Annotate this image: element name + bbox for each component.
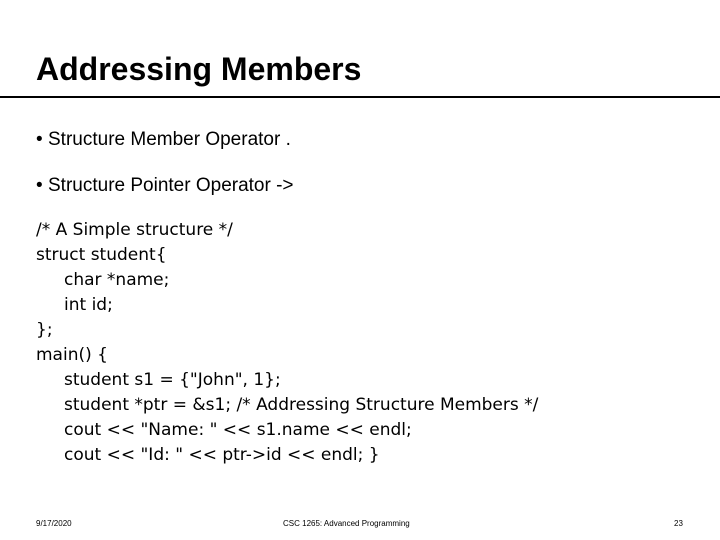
code-line: student *ptr = &s1; /* Addressing Structure Members */ [64, 395, 539, 415]
code-line: /* A Simple structure */ [36, 220, 233, 240]
footer-date: 9/17/2020 [36, 519, 72, 528]
code-block [36, 218, 538, 468]
bullet-text: Structure Pointer Operator -> [48, 175, 294, 196]
slide-title: Addressing Members [36, 51, 362, 87]
code-line: cout << "Name: " << s1.name << endl; [64, 420, 412, 440]
bullet-list [36, 126, 294, 200]
code-line: cout << "Id: " << ptr->id << endl; } [64, 445, 380, 465]
title-divider [0, 96, 720, 98]
footer-page-number: 23 [674, 519, 683, 528]
code-line: student s1 = {"John", 1}; [64, 370, 281, 390]
footer-course: CSC 1265: Advanced Programming [283, 519, 410, 528]
bullet-item [36, 126, 294, 154]
bullet-text: Structure Member Operator . [48, 129, 291, 150]
bullet-dot-icon: • [36, 175, 43, 196]
bullet-item [36, 172, 294, 200]
code-line: char *name; [64, 270, 170, 290]
code-line: }; [36, 320, 53, 340]
bullet-dot-icon: • [36, 129, 43, 150]
code-line: main() { [36, 345, 108, 365]
code-line: int id; [64, 295, 113, 315]
code-line: struct student{ [36, 245, 167, 265]
